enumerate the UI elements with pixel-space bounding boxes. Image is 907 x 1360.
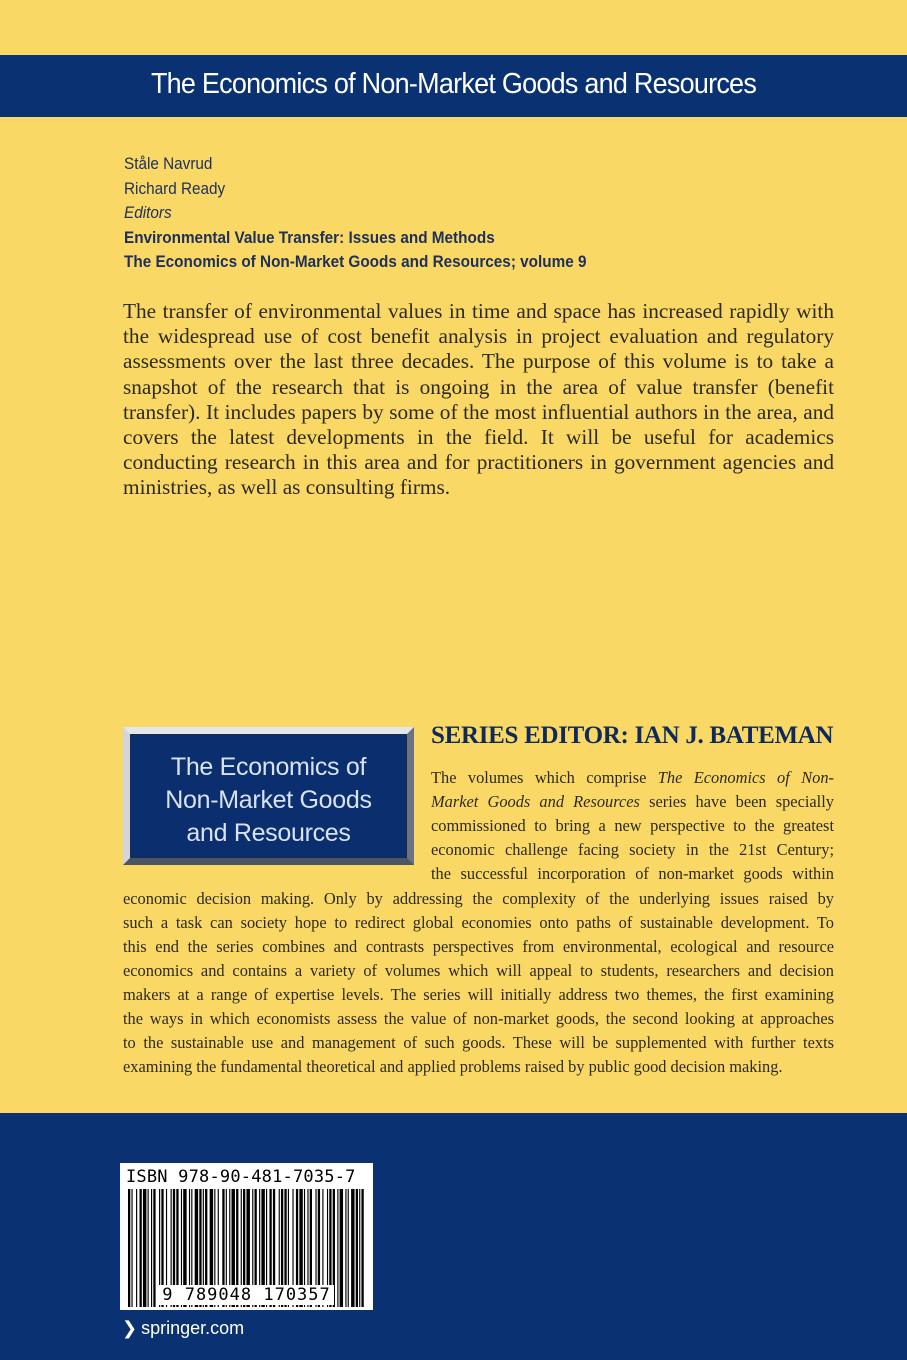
series-editor-heading: SERIES EDITOR: IAN J. BATEMAN [431,722,834,749]
series-description-line: the successful incorporation of non-market goods within [431,864,834,883]
series-logo-line: The Economics of [170,753,367,781]
series-description-line: Market Goods and Resources series have been specially [431,792,834,811]
book-title: Environmental Value Transfer: Issues and Methods [124,227,495,247]
series-description-line: economic challenge facing society in the 21st Century; [431,840,834,859]
series-logo-line: Non-Market Goods [165,786,372,814]
editor-name: Richard Ready [124,178,226,198]
series-logo-badge [123,727,414,865]
editors-label: Editors [124,203,172,223]
series-description-line: to the sustainable use and management of such goods. These will be supplemented with further texts [123,1033,834,1052]
series-description-line: economic decision making. Only by addressing the complexity of the underlying issues raised by [123,889,834,908]
series-logo-line: and Resources [186,819,351,847]
series-description-line: examining the fundamental theoretical and applied problems raised by public good decision making. [123,1057,783,1076]
series-volume: The Economics of Non-Market Goods and Resources; volume 9 [124,252,587,272]
book-description: The transfer of environmental values in time and space has increased rapidly with the widespread use of cost benefit analysis in project evaluation and regulatory assessments over the last three decades. The purpose of this volume is to take a snapshot of the research that is ongoing in the area of value transfer (benefit transfer). It includes papers by some of the most influential authors in the area, and covers the latest developments in the field. It will be useful for academics conducting research in this area and for practitioners in government agencies and ministries, as well as consulting firms. [123,299,834,500]
series-description-line: the ways in which economists assess the value of non-market goods, the second looking at approaches [123,1009,834,1028]
series-title: The Economics of Non-Market Goods and Resources [150,68,757,100]
book-metadata [124,152,638,275]
series-description-line: this end the series combines and contrasts perspectives from environmental, ecological and resource [123,937,834,956]
series-logo-text [130,751,407,850]
publisher-url: springer.com [141,1318,245,1338]
series-description-line: such a task can society hope to redirect global economies onto paths of sustainable development. To [123,913,834,932]
series-description-line: makers at a range of expertise levels. The series will initially address two themes, the first examining [123,985,834,1004]
editor-name: Ståle Navrud [124,154,213,173]
isbn-label: ISBN 978-90-481-7035-7 [126,1167,356,1187]
publisher-link[interactable] [122,1318,244,1339]
isbn-barcode [120,1163,373,1310]
series-description-line: commissioned to bring a new perspective to the greatest [431,816,834,835]
series-description-line: economics and contains a variety of volumes which will appeal to students, researchers and decision [123,961,834,980]
ean-digits: 9 789048 170357 [120,1285,373,1305]
chevron-right-icon: ❯ [122,1318,138,1338]
series-description-line: The volumes which comprise The Economics of Non- [431,768,834,787]
